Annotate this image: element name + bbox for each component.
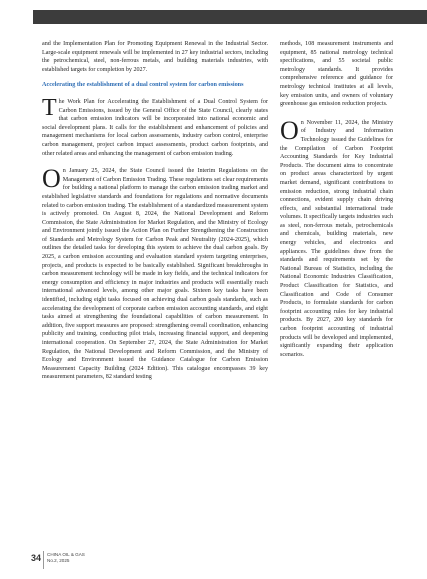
paragraph-carbon-footprint-guidelines (280, 115, 393, 360)
section-header-label: Policies and Laws (42, 2, 113, 11)
left-column (42, 40, 268, 389)
publication-info (47, 552, 85, 564)
section-heading: Accelerating the establishment of a dual control system for carbon emissions (42, 81, 244, 89)
publication-issue: No.2, 2025 (47, 558, 70, 563)
paragraph-work-plan (42, 94, 268, 158)
paragraph-continuation: methods, 108 measurement instruments and equipment, 85 national metrology technical specifications, and 55 societal public metrology standards. It provides comprehensive reference and guidance for metrology technical institutes at all levels, key emission units, and owners of voluntary greenhouse gas emission reduction projects. (280, 41, 393, 108)
right-column (280, 40, 393, 366)
page-number: 34 (31, 553, 42, 563)
drop-cap: T (42, 94, 57, 121)
paragraph-text: n January 25, 2024, the State Council issued the Interim Regulations on the Management of Carbon Emission Trading. These regulations set clear requirements for building a national platform to manage the carbon emission trading market and established legislative standards and foundations for regulations and normative documents related to carbon emission trading. The establishment of a standardized measurement system is actively promoted. On August 8, 2024, the National Development and Reform Commission, the State Administration for Market Regulation, and the Ministry of Ecology and Environment jointly issued the Action Plan on Further Strengthening the Construction of Standards and Metrology System for Carbon Peak and Neutrality (2024-2025), which outlines the detailed tasks for developing this system to achieve the dual carbon goals. By 2025, a carbon emission accounting and evaluation standard system targeting enterprises, projects, and products is expected to be basically established. Significant breakthroughs in carbon measurement technology will be made in key fields, and the technical indicators for energy consumption and efficiency in major industries and products will essentially reach international advanced levels, among other major goals. Sixteen key tasks have been identified, including eight tasks focused on achieving dual carbon goals standards, such as accelerating the development of corporate carbon emission accounting standards, and eight tasks aimed at strengthening the foundational capabilities of carbon measurement. In addition, five support measures are proposed: strengthening overall coordination, enhancing publicity and training, conducting pilot trials, increasing financial support, and deepening international cooperation. On September 27, 2024, the State Administration for Market Regulation, the National Development and Reform Commission, and the Ministry of Ecology and Environment issued the Guidance Catalogue for Carbon Emission Measurement Capacity Building (2024 Edition). This catalogue encompasses 39 key measurement parameters, 82 standard testing (42, 168, 268, 381)
footer-divider (43, 551, 44, 569)
paragraph-interim-regulations (42, 164, 268, 382)
drop-cap: O (42, 164, 61, 194)
paragraph-text: he Work Plan for Accelerating the Establishment of a Dual Control System for Carbon Emissions, issued by the General Office of the State Council, clearly states that carbon emission indicators will be incorporated into national economic and social development plans. It calls for the establishment and enhancement of policies and management mechanisms for local carbon assessments, industry carbon control, enterprise carbon management, project carbon impact assessments, product carbon footprints, and other related areas and enhancing the management of carbon emission trading. (42, 98, 268, 157)
intro-paragraph: and the Implementation Plan for Promoting Equipment Renewal in the Industrial Sector. Large-scale equipment renewals will be implemented in 27 key industrial sectors, including the petrochemical, steel, non-ferrous metals, and building materials industries, with established targets for completion by 2027. (42, 41, 268, 73)
publication-name: CHINA OIL & GAS (47, 552, 85, 557)
paragraph-text: n November 11, 2024, the Ministry of Industry and Information Technology issued the Guidelines for the Compilation of Carbon Footprint Accounting Standards for Key Industrial Products. The document aims to concentrate on product areas characterized by urgent market demand, significant contributions to emission reduction, strong industrial chain connections, evident supply chain driving effects, and substantial international trade volumes. It specifically targets industries such as steel, non-ferrous metals, petrochemicals and chemicals, building materials, new energy vehicles, and electronics and appliances. The guidelines draw from the standards and requirements set by the National Bureau of Statistics, including the National Economic Industries Classification, Product Classification for Statistics, and Classification and Code of Consumer Products, to formulate standards for carbon footprint accounting rules for key industrial products. By 2027, 200 key standards for carbon footprint accounting of industrial products will be developed and implemented, significantly expanding their application scenarios. (280, 119, 393, 358)
drop-cap: O (280, 115, 299, 145)
